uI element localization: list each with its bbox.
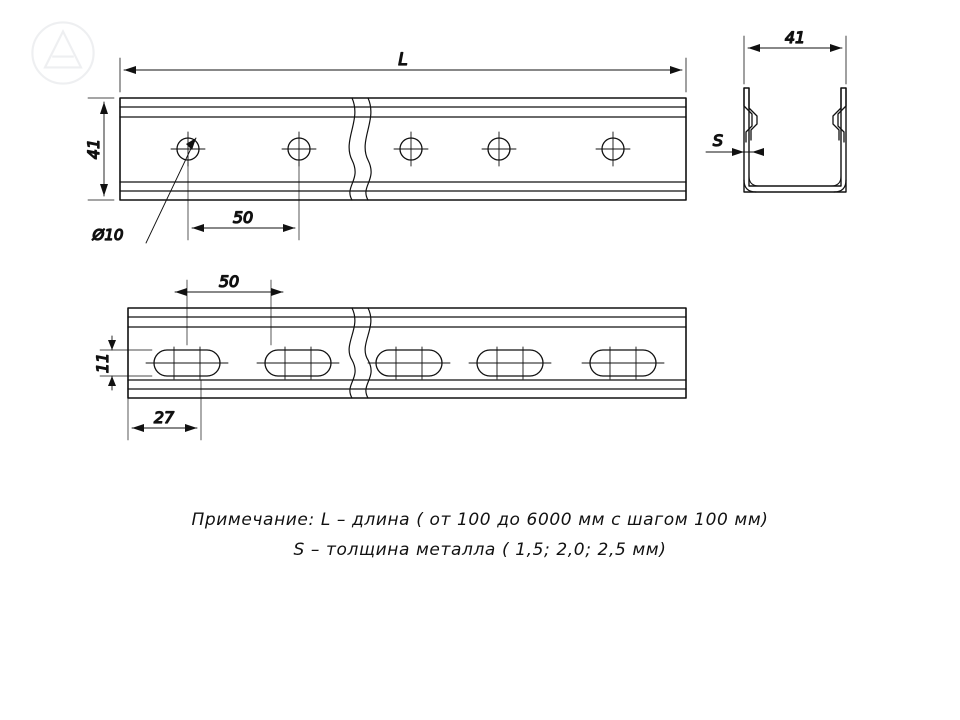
note-line-1: Примечание: L – длина ( от 100 до 6000 мм с шагом 100 мм) [191, 510, 769, 530]
front-view-channel [84, 50, 686, 244]
dimension-thickness [706, 131, 764, 156]
label-slot-edge: 27 [153, 408, 175, 427]
label-front-pitch: 50 [232, 208, 254, 227]
dimension-front-height [84, 98, 114, 200]
label-thickness: S [712, 131, 724, 150]
dimension-section-width [744, 28, 846, 84]
label-side-pitch: 50 [218, 272, 240, 291]
dimension-slot-height [93, 336, 152, 390]
label-section-width: 41 [784, 28, 806, 47]
cross-section-view [706, 28, 846, 192]
side-view-channel [93, 272, 686, 440]
label-slot-height: 11 [93, 352, 112, 374]
side-slots [146, 347, 664, 379]
dimension-length [120, 50, 686, 92]
note-line-2: S – толщина металла ( 1,5; 2,0; 2,5 мм) [293, 540, 667, 560]
label-front-height: 41 [84, 138, 103, 160]
label-length: L [398, 50, 408, 70]
dimension-front-pitch [188, 162, 299, 240]
front-holes [171, 132, 630, 166]
label-hole-diameter: Ø10 [92, 226, 124, 244]
